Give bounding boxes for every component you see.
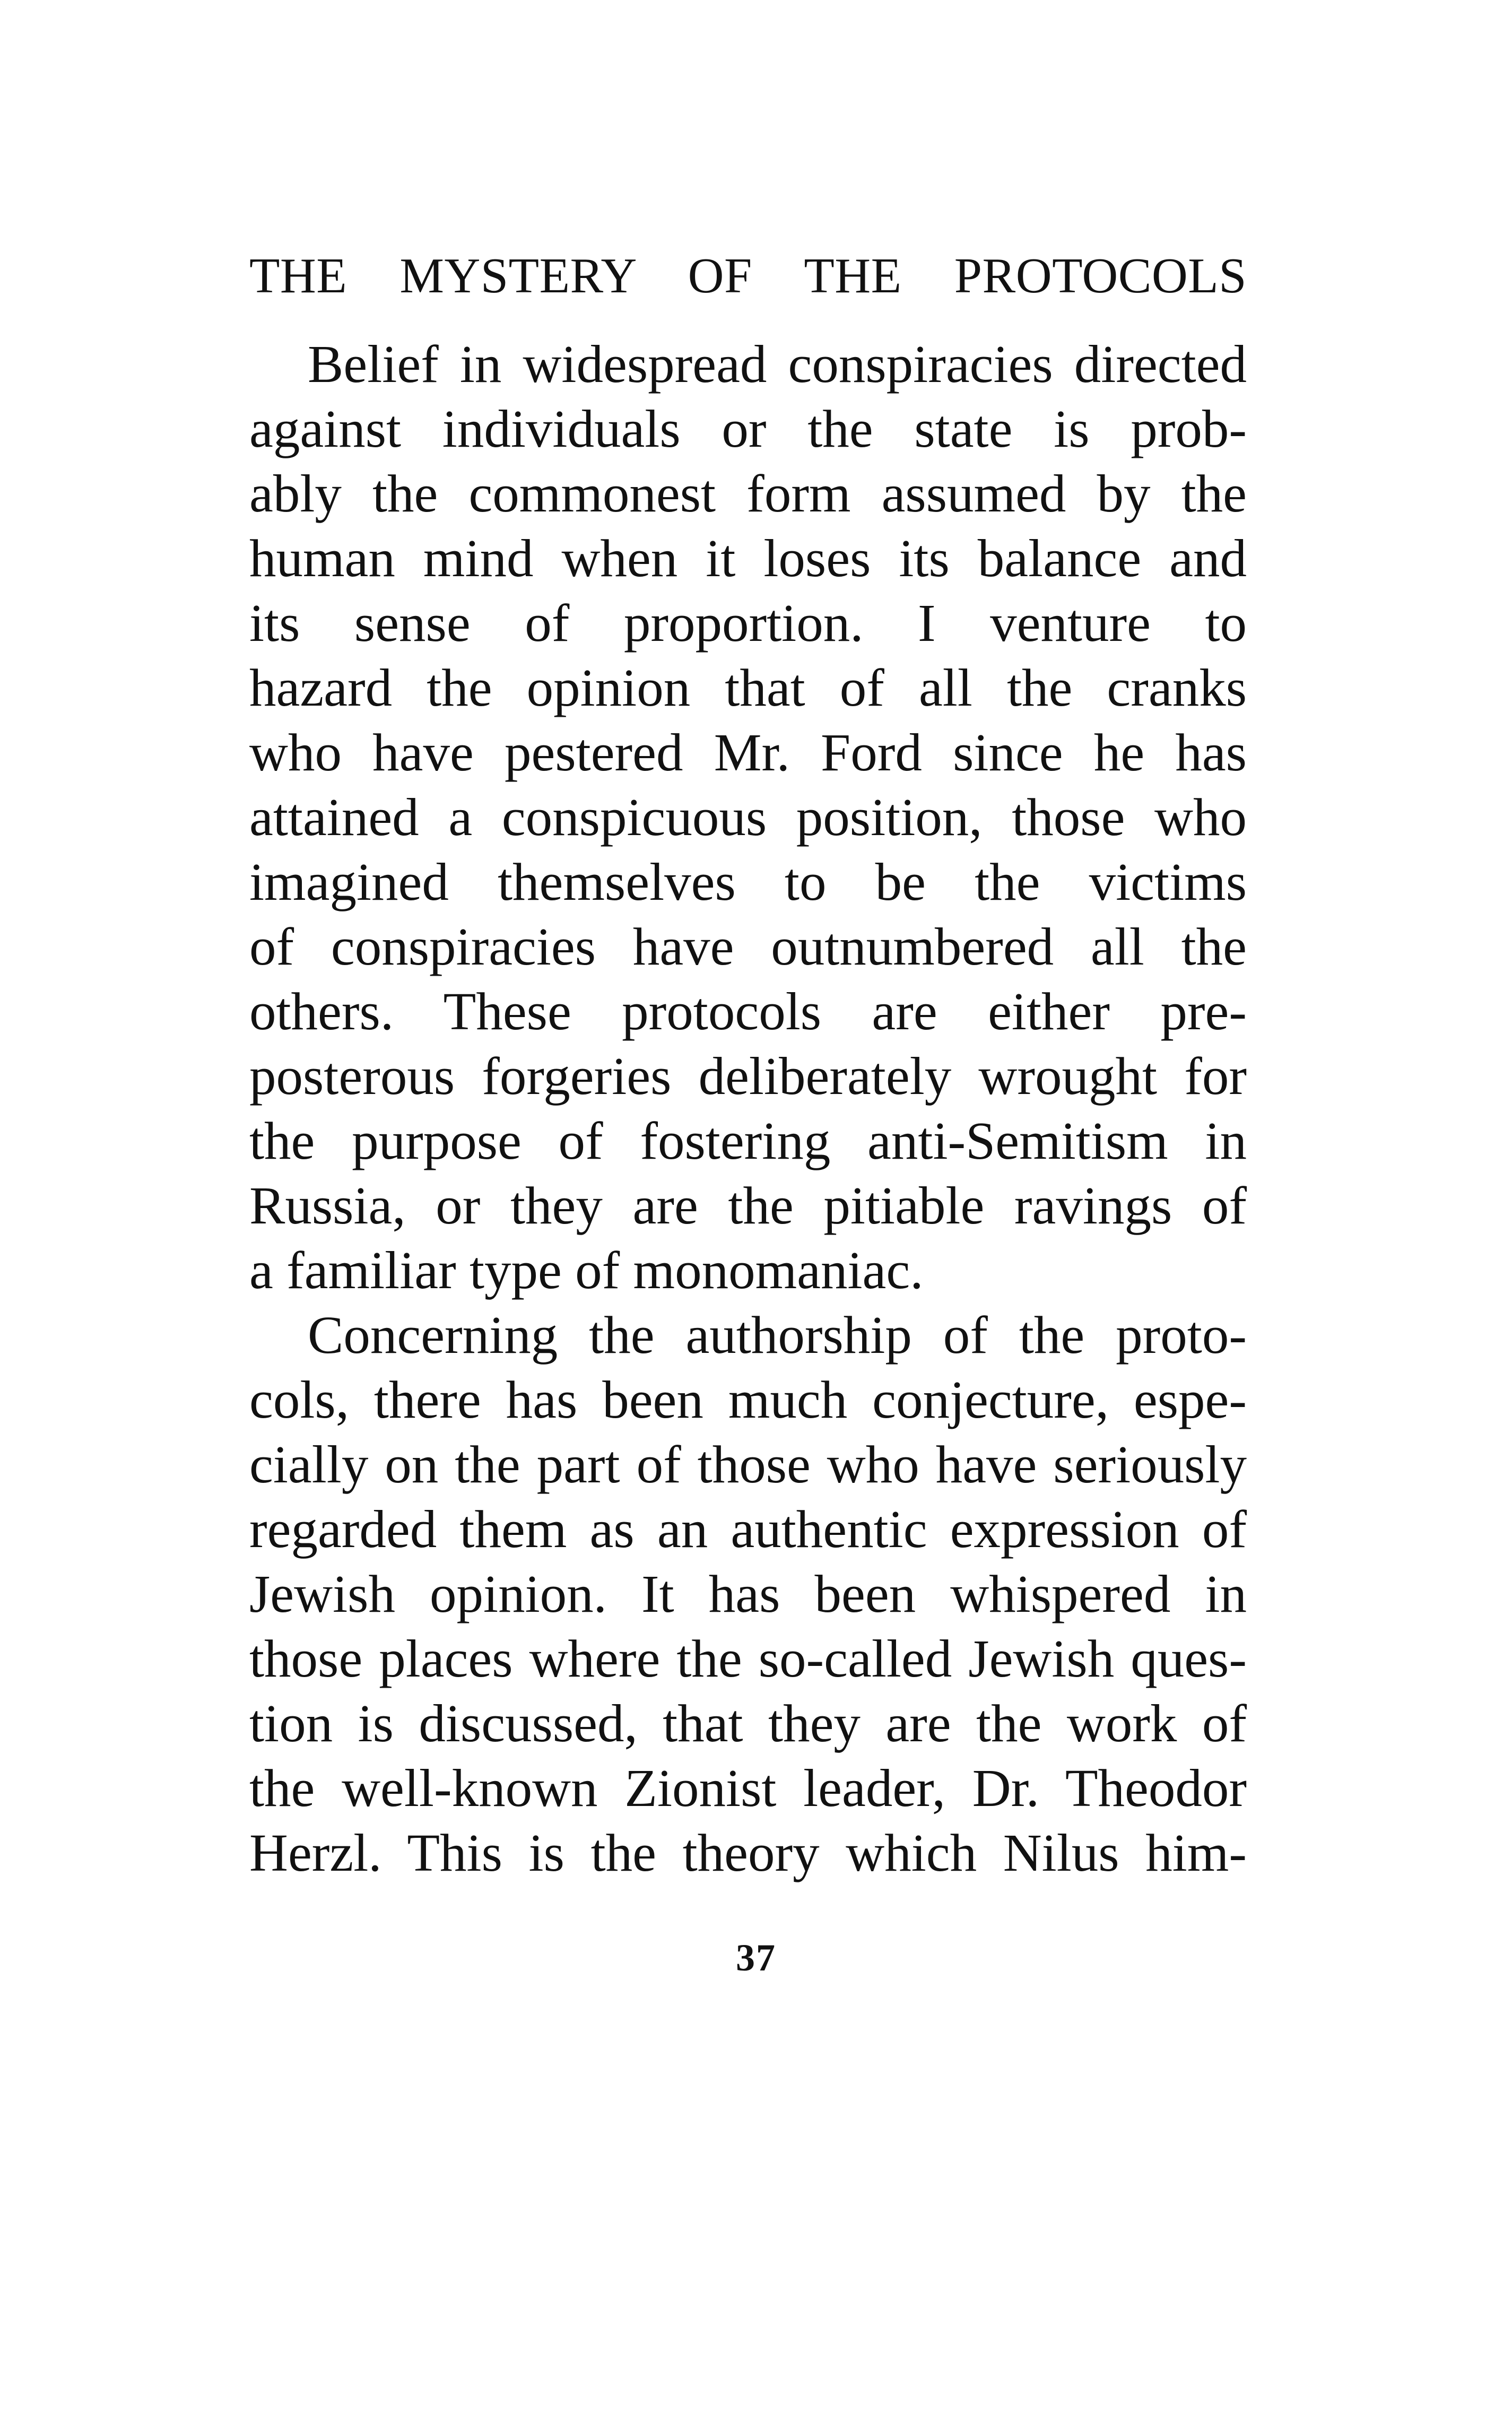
text-line: who have pestered Mr. Ford since he has [249,723,1247,782]
text-line: Jewish opinion. It has been whispered in [249,1564,1247,1623]
text-line: the well-known Zionist leader, Dr. Theodor [249,1758,1247,1818]
text-line: ably the commonest form assumed by the [249,464,1247,523]
text-line: attained a conspicuous position, those who [249,787,1247,847]
running-head: THE MYSTERY OF THE PROTOCOLS [249,248,1247,303]
text-line: Herzl. This is the theory which Nilus him- [249,1823,1247,1882]
text-line: Concerning the authorship of the proto- [308,1305,1247,1365]
text-line: posterous forgeries deliberately wrought for [249,1046,1247,1106]
text-line: against individuals or the state is prob- [249,399,1247,458]
text-line: Belief in widespread conspiracies directed [308,334,1247,394]
page-number: 37 [736,1937,776,1979]
text-line: Russia, or they are the pitiable ravings of [249,1176,1247,1235]
text-line: a familiar type of monomaniac. [249,1240,924,1300]
text-line: of conspiracies have outnumbered all the [249,917,1247,976]
text-line: regarded them as an authentic expression of [249,1499,1247,1559]
text-line: cially on the part of those who have seriously [249,1435,1247,1494]
text-line: human mind when it loses its balance and [249,528,1247,588]
text-line: tion is discussed, that they are the work of [249,1694,1247,1753]
text-line: the purpose of fostering anti-Semitism in [249,1111,1247,1170]
text-line: those places where the so-called Jewish ques- [249,1629,1247,1688]
text-line: cols, there has been much conjecture, espe- [249,1370,1247,1429]
text-line: hazard the opinion that of all the cranks [249,658,1247,717]
text-line: its sense of proportion. I venture to [249,593,1247,653]
text-line: others. These protocols are either pre- [249,982,1247,1041]
text-line: imagined themselves to be the victims [249,852,1247,911]
